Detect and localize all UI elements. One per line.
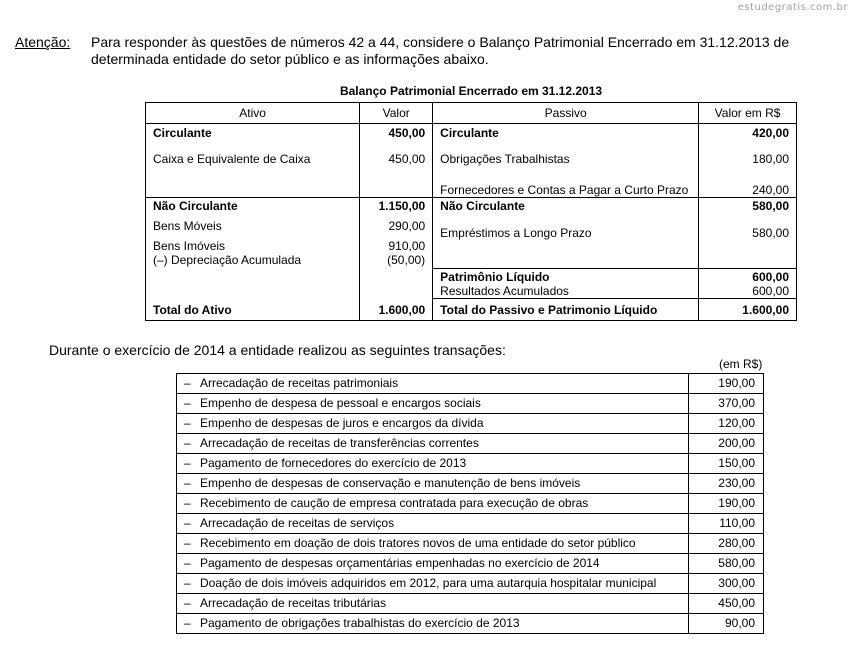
dash-bullet: – (184, 616, 191, 630)
dash-bullet: – (184, 436, 191, 450)
transaction-description (177, 434, 689, 454)
transaction-description (177, 534, 689, 554)
empty-cell (360, 269, 433, 299)
table-row (146, 269, 797, 285)
empty-cell (360, 170, 433, 198)
intro-text: Para responder às questões de números 42 a 44, considere o Balanço Patrimonial Encerrado em 31.12.2013 de determinada entidade do setor público e as informações abaixo. (91, 34, 790, 67)
total-passivo-value: 1.600,00 (699, 299, 797, 321)
ativo-nao-circulante-label: Não Circulante (146, 198, 360, 216)
balance-sheet-title: Balanço Patrimonial Encerrado em 31.12.2013 (339, 84, 603, 98)
table-row (177, 574, 764, 594)
caixa-value: 450,00 (360, 142, 433, 170)
depreciacao-label: (–) Depreciação Acumulada (146, 253, 360, 269)
fornecedores-value: 240,00 (699, 170, 797, 198)
transaction-text: Empenho de despesas de conservação e manutenção de bens imóveis (200, 476, 581, 490)
transaction-description (177, 614, 689, 634)
ativo-circulante-value: 450,00 (360, 124, 433, 142)
dash-bullet: – (184, 376, 191, 390)
transaction-value: 230,00 (689, 474, 764, 494)
ativo-nao-circulante-value: 1.150,00 (360, 198, 433, 216)
attention-label: Atenção: (15, 34, 71, 50)
table-row (177, 474, 764, 494)
transaction-text: Arrecadação de receitas de serviços (200, 516, 395, 530)
transaction-text: Pagamento de obrigações trabalhistas do exercício de 2013 (200, 616, 520, 630)
transaction-value: 580,00 (689, 554, 764, 574)
dash-bullet: – (184, 536, 191, 550)
header-passivo: Passivo (433, 103, 699, 124)
transaction-text: Doação de dois imóveis adquiridos em 2012, para uma autarquia hospitalar municipal (200, 576, 657, 590)
patrimonio-liquido-value: 600,00 (699, 269, 797, 285)
empty-cell (146, 170, 360, 198)
dash-bullet: – (184, 596, 191, 610)
dash-bullet: – (184, 576, 191, 590)
table-row (177, 494, 764, 514)
transaction-text: Arrecadação de receitas de transferências correntes (200, 436, 479, 450)
emprestimos-label: Empréstimos a Longo Prazo (433, 216, 699, 269)
dash-bullet: – (184, 556, 191, 570)
transaction-text: Pagamento de despesas orçamentárias empenhadas no exercício de 2014 (200, 556, 600, 570)
table-row (177, 514, 764, 534)
table-row (177, 594, 764, 614)
transaction-value: 370,00 (689, 394, 764, 414)
emprestimos-value: 580,00 (699, 216, 797, 269)
transaction-value: 280,00 (689, 534, 764, 554)
header-valor-rs: Valor em R$ (699, 103, 797, 124)
transaction-value: 110,00 (689, 514, 764, 534)
patrimonio-liquido-label: Patrimônio Líquido (433, 269, 699, 285)
obrigacoes-label: Obrigações Trabalhistas (433, 142, 699, 170)
transaction-description (177, 414, 689, 434)
caixa-label: Caixa e Equivalente de Caixa (146, 142, 360, 170)
transaction-description (177, 574, 689, 594)
watermark: estudegratis.com.br (737, 2, 848, 13)
table-row (177, 434, 764, 454)
transaction-description (177, 494, 689, 514)
transaction-text: Recebimento em doação de dois tratores novos de uma entidade do setor público (200, 536, 636, 550)
balance-header-row (146, 103, 797, 124)
passivo-circulante-label: Circulante (433, 124, 699, 142)
table-row (177, 614, 764, 634)
table-row (177, 374, 764, 394)
passivo-nao-circulante-label: Não Circulante (433, 198, 699, 216)
table-row (177, 534, 764, 554)
bens-imoveis-value: 910,00 (360, 237, 433, 253)
transaction-value: 150,00 (689, 454, 764, 474)
transaction-value: 450,00 (689, 594, 764, 614)
transaction-text: Empenho de despesas de juros e encargos da dívida (200, 416, 484, 430)
bens-moveis-value: 290,00 (360, 216, 433, 237)
balance-sheet-table (145, 102, 797, 321)
transactions-intro: Durante o exercício de 2014 a entidade realizou as seguintes transações: (49, 342, 506, 358)
dash-bullet: – (184, 516, 191, 530)
fornecedores-label: Fornecedores e Contas a Pagar a Curto Prazo (433, 170, 699, 198)
table-row (177, 454, 764, 474)
dash-bullet: – (184, 476, 191, 490)
transactions-table (176, 373, 764, 634)
table-row (177, 414, 764, 434)
table-row (146, 198, 797, 216)
depreciacao-value: (50,00) (360, 253, 433, 269)
transaction-text: Recebimento de caução de empresa contratada para execução de obras (200, 496, 589, 510)
transaction-value: 90,00 (689, 614, 764, 634)
table-row (146, 142, 797, 170)
header-ativo: Ativo (146, 103, 360, 124)
dash-bullet: – (184, 416, 191, 430)
table-row (146, 216, 797, 237)
passivo-nao-circulante-value: 580,00 (699, 198, 797, 216)
transaction-description (177, 514, 689, 534)
table-row (177, 554, 764, 574)
transaction-text: Arrecadação de receitas tributárias (200, 596, 387, 610)
transaction-value: 120,00 (689, 414, 764, 434)
dash-bullet: – (184, 496, 191, 510)
total-passivo-label: Total do Passivo e Patrimonio Líquido (433, 299, 699, 321)
ativo-circulante-label: Circulante (146, 124, 360, 142)
transaction-value: 200,00 (689, 434, 764, 454)
transaction-text: Arrecadação de receitas patrimoniais (200, 376, 399, 390)
transaction-value: 300,00 (689, 574, 764, 594)
dash-bullet: – (184, 456, 191, 470)
header-valor: Valor (360, 103, 433, 124)
transaction-description (177, 594, 689, 614)
total-ativo-value: 1.600,00 (360, 299, 433, 321)
transaction-description (177, 374, 689, 394)
passivo-circulante-value: 420,00 (699, 124, 797, 142)
obrigacoes-value: 180,00 (699, 142, 797, 170)
totals-row (146, 299, 797, 321)
transaction-description (177, 454, 689, 474)
dash-bullet: – (184, 396, 191, 410)
transaction-text: Pagamento de fornecedores do exercício de 2013 (200, 456, 467, 470)
table-row (146, 124, 797, 142)
resultados-value: 600,00 (699, 284, 797, 299)
table-row (177, 394, 764, 414)
transaction-text: Empenho de despesa de pessoal e encargos sociais (200, 396, 481, 410)
bens-moveis-label: Bens Móveis (146, 216, 360, 237)
total-ativo-label: Total do Ativo (146, 299, 360, 321)
resultados-label: Resultados Acumulados (433, 284, 699, 299)
transaction-description (177, 554, 689, 574)
transaction-description (177, 474, 689, 494)
unit-label: (em R$) (719, 357, 763, 371)
transaction-value: 190,00 (689, 374, 764, 394)
empty-cell (146, 269, 360, 299)
transaction-value: 190,00 (689, 494, 764, 514)
transaction-description (177, 394, 689, 414)
bens-imoveis-label: Bens Imóveis (146, 237, 360, 253)
table-row (146, 170, 797, 198)
